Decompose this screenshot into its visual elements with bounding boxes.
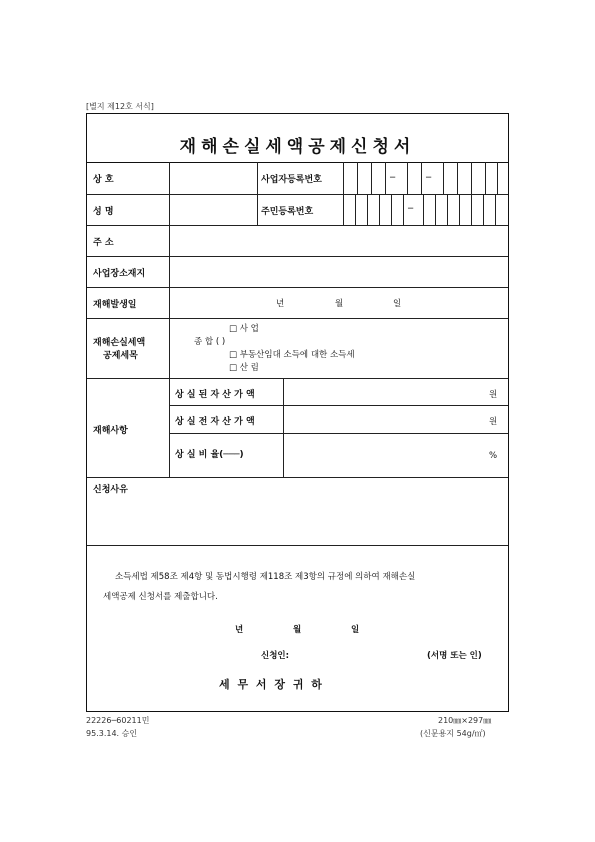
pre-loss-assets-label: 상 실 전 자 산 가 액 xyxy=(175,417,255,427)
tax-item-label-2: 공제세목 xyxy=(103,351,138,361)
addressee: 세 무 서 장 귀 하 xyxy=(219,678,324,691)
statement-line-2: 세액공제 신청서를 제출합니다. xyxy=(103,592,218,602)
unit-won: 원 xyxy=(489,417,498,427)
disaster-matters-label: 재해사항 xyxy=(93,426,128,436)
lost-assets-label: 상 실 된 자 산 가 액 xyxy=(175,390,255,400)
resident-reg-no-field[interactable] xyxy=(343,194,508,225)
footer-paper: (신문용지 54g/㎡) xyxy=(420,729,486,738)
pre-loss-assets-field[interactable] xyxy=(283,405,508,433)
name-label: 성 명 xyxy=(93,207,114,217)
checkbox-forest[interactable]: □ 산 림 xyxy=(229,363,259,373)
tax-item-label: 재해손실세액 xyxy=(93,338,146,348)
row-divider xyxy=(87,545,508,546)
form-title: 재해손실세액공제신청서 xyxy=(179,137,416,157)
loss-ratio-field[interactable] xyxy=(283,433,508,477)
resident-reg-no-label: 주민등록번호 xyxy=(261,207,314,217)
column-divider xyxy=(169,378,170,477)
signature-label: (서명 또는 인) xyxy=(427,651,482,661)
address-label: 주 소 xyxy=(93,238,114,248)
applicant-label: 신청인: xyxy=(261,651,290,661)
comprehensive-tax-label: 종 합 ( ) xyxy=(194,337,226,347)
business-location-label: 사업장소재지 xyxy=(93,269,146,279)
disaster-date-field[interactable] xyxy=(169,287,508,318)
statement-line-1: 소득세법 제58조 제4항 및 동법시행령 제118조 제3항의 규정에 의하여 재해손실 xyxy=(115,572,416,582)
trade-name-field[interactable] xyxy=(169,162,257,194)
biz-reg-dash: ─ xyxy=(390,173,396,183)
disaster-year-label: 년 xyxy=(276,299,285,309)
unit-percent: % xyxy=(489,451,498,461)
business-location-field[interactable] xyxy=(169,256,508,287)
application-form xyxy=(86,113,509,712)
unit-won: 원 xyxy=(489,390,498,400)
biz-reg-dash: ─ xyxy=(426,173,432,183)
row-divider xyxy=(87,477,508,478)
business-reg-no-label: 사업자등록번호 xyxy=(261,175,322,185)
date-month-label: 월 xyxy=(293,625,302,635)
business-reg-no-field[interactable] xyxy=(343,162,508,194)
footer-approval: 95.3.14. 승인 xyxy=(86,729,138,738)
address-field[interactable] xyxy=(169,225,508,256)
reason-field[interactable] xyxy=(87,494,508,545)
lost-assets-field[interactable] xyxy=(283,378,508,405)
disaster-day-label: 일 xyxy=(393,299,402,309)
disaster-date-label: 재해발생일 xyxy=(93,300,137,310)
footer-size: 210㎜×297㎜ xyxy=(438,716,492,725)
checkbox-real-estate[interactable]: □ 부동산임대 소득에 대한 소득세 xyxy=(229,350,355,360)
applicant-field[interactable] xyxy=(297,644,417,662)
loss-ratio-label: 상 실 비 율(───) xyxy=(175,450,244,460)
checkbox-business[interactable]: □ 사 업 xyxy=(229,324,259,334)
form-reference: [별지 제12호 서식] xyxy=(86,102,154,111)
date-year-label: 년 xyxy=(235,625,244,635)
column-divider xyxy=(257,162,258,225)
row-divider xyxy=(87,318,508,319)
date-day-label: 일 xyxy=(351,625,360,635)
resident-reg-dash: ─ xyxy=(408,204,414,214)
name-field[interactable] xyxy=(169,194,257,225)
disaster-month-label: 월 xyxy=(335,299,344,309)
reason-label: 신청사유 xyxy=(93,485,128,495)
trade-name-label: 상 호 xyxy=(93,175,114,185)
footer-code: 22226─60211민 xyxy=(86,716,150,725)
